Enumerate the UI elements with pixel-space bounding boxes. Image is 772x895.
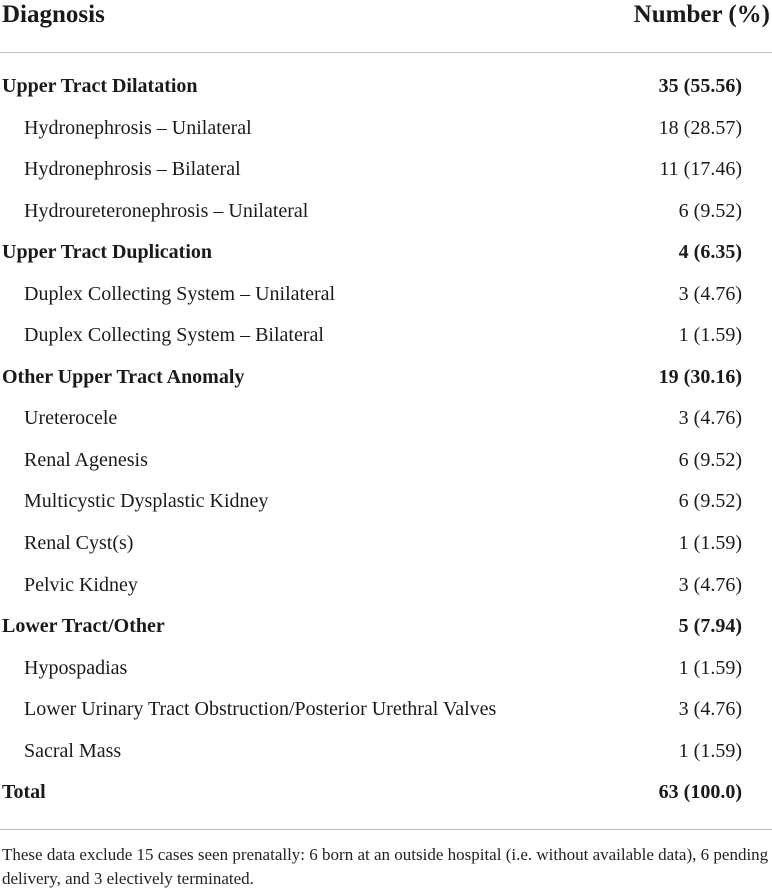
table-row [0, 398, 772, 440]
row-value: 3 (4.76) [678, 698, 742, 721]
row-value: 1 (1.59) [678, 324, 742, 347]
row-value: 6 (9.52) [678, 199, 742, 222]
row-label: Pelvic Kidney [24, 573, 138, 596]
row-label: Duplex Collecting System – Unilateral [24, 282, 336, 305]
row-label: Renal Agenesis [24, 448, 148, 471]
row-value: 5 (7.94) [678, 615, 742, 638]
row-label: Lower Urinary Tract Obstruction/Posterior Urethral Valves [24, 698, 497, 721]
row-label: Ureterocele [24, 407, 118, 430]
row-label: Renal Cyst(s) [24, 532, 134, 555]
row-label: Upper Tract Duplication [2, 241, 213, 264]
table-header [0, 0, 772, 53]
row-value: 3 (4.76) [678, 282, 742, 305]
row-label: Hydronephrosis – Bilateral [24, 158, 241, 181]
table-row [0, 315, 772, 357]
table-group-row [0, 66, 772, 108]
table-group-row [0, 357, 772, 399]
table-footnote: These data exclude 15 cases seen prenatally: 6 born at an outside hospital (i.e. without available data), 6 pending delivery, and 3 electively terminated. [2, 845, 769, 888]
row-value: 1 (1.59) [678, 739, 742, 762]
header-number: Number (%) [633, 1, 770, 28]
row-label: Hydronephrosis – Unilateral [24, 116, 252, 139]
table-row [0, 481, 772, 523]
row-value: 4 (6.35) [678, 241, 742, 264]
row-label: Lower Tract/Other [2, 615, 165, 638]
table-group-row [0, 772, 772, 814]
table-row [0, 191, 772, 233]
row-label: Upper Tract Dilatation [2, 75, 198, 97]
row-value: 18 (28.57) [658, 116, 742, 139]
header-diagnosis: Diagnosis [2, 1, 105, 28]
row-value: 19 (30.16) [658, 365, 742, 388]
table-group-row [0, 232, 772, 274]
table-row [0, 440, 772, 482]
row-value: 11 (17.46) [659, 158, 742, 181]
table-row [0, 565, 772, 607]
table-row [0, 648, 772, 690]
table-row [0, 523, 772, 565]
row-value: 3 (4.76) [678, 573, 742, 596]
row-label: Hydroureteronephrosis – Unilateral [24, 199, 309, 222]
table-row [0, 731, 772, 773]
row-label: Hypospadias [24, 656, 128, 679]
footnote-divider [0, 829, 772, 830]
row-label: Duplex Collecting System – Bilateral [24, 324, 324, 347]
row-value: 1 (1.59) [678, 532, 742, 555]
row-value: 35 (55.56) [658, 75, 742, 97]
row-label: Sacral Mass [24, 739, 122, 762]
row-label: Multicystic Dysplastic Kidney [24, 490, 269, 513]
row-value: 6 (9.52) [678, 490, 742, 513]
table-row [0, 108, 772, 150]
table-row [0, 689, 772, 731]
table-row [0, 274, 772, 316]
row-value: 1 (1.59) [678, 656, 742, 679]
row-label: Other Upper Tract Anomaly [2, 365, 245, 388]
row-label: Total [2, 781, 46, 804]
table-group-row [0, 606, 772, 648]
row-value: 3 (4.76) [678, 407, 742, 430]
table-row [0, 149, 772, 191]
row-value: 6 (9.52) [678, 448, 742, 471]
table-body [0, 66, 772, 814]
row-value: 63 (100.0) [658, 781, 742, 804]
